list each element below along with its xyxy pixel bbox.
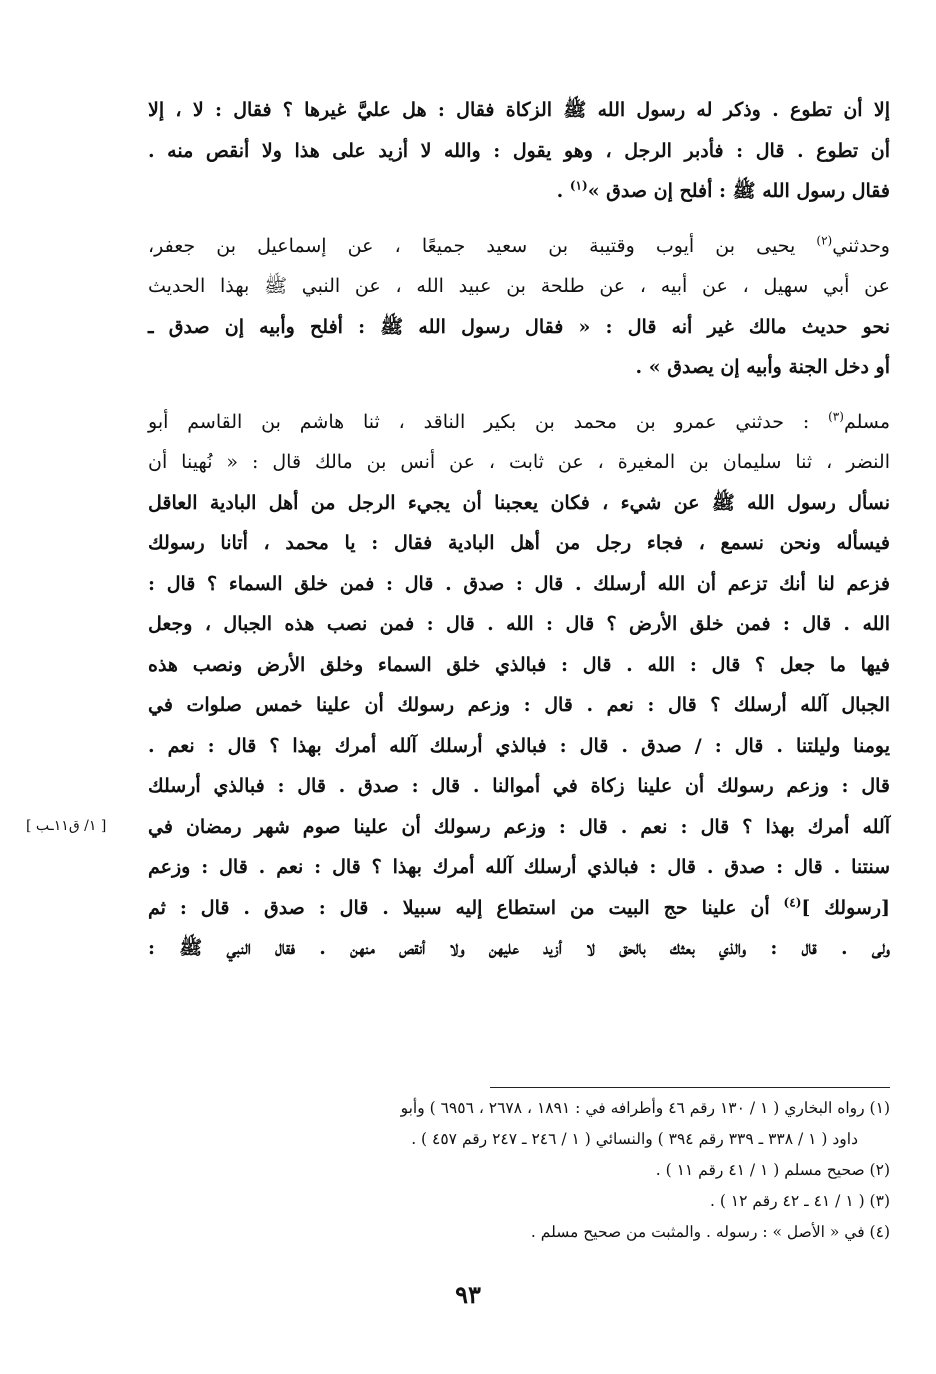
paragraph-3	[148, 402, 890, 969]
text-line: نسأل رسول الله ﷺ عن شيء ، فكان يعجبنا أن يجيء الرجل من أهل البادية العاقل	[148, 491, 890, 514]
text-line: سنتنا . قال : صدق . قال : فبالذي أرسلك آلله أمرك بهذا ؟ قال : نعم . قال : وزعم	[148, 856, 890, 878]
page-number: ٩٣	[455, 1280, 481, 1309]
footnote-line: داود ( ١ / ٣٣٨ ـ ٣٣٩ رقم ٣٩٤ ) والنسائي ( ١ / ٢٤٦ ـ ٢٤٧ رقم ٤٥٧ ) .	[411, 1130, 858, 1148]
footnote-ref-4: (٤)	[783, 895, 802, 910]
manuscript-folio-note: [ ١/ ق١١ـب ]	[26, 818, 107, 834]
text-segment: .	[556, 180, 570, 202]
text-line: أو دخل الجنة وأبيه إن يصدق » .	[635, 356, 890, 378]
paragraph-2	[148, 226, 890, 388]
text-line	[148, 888, 890, 929]
text-line: ولى . قال : والذي بعثك بالحق لا أزيد عليهن ولا أنقص منهن . فقال النبي ﷺ :	[148, 937, 890, 959]
text-segment: يحيى بن أيوب وقتيبة بن سعيد جميعًا ، عن إسماعيل بن جعفر،	[148, 234, 817, 257]
main-text	[148, 90, 890, 983]
text-line: عن أبي سهيل ، عن أبيه ، عن طلحة بن عبيد الله ، عن النبي ﷺ بهذا الحديث	[148, 275, 890, 297]
text-segment: مسلم	[843, 410, 890, 433]
footnote-line: (١) رواه البخاري ( ١ / ١٣٠ رقم ٤٦ وأطرافه في : ١٨٩١ ، ٢٦٧٨ ، ٦٩٥٦ ) وأبو	[400, 1099, 890, 1117]
footnote-line: (٢) صحيح مسلم ( ١ / ٤١ رقم ١١ ) .	[655, 1161, 890, 1179]
footnote-line: (٣) ( ١ / ٤١ ـ ٤٢ رقم ١٢ ) .	[709, 1192, 890, 1210]
text-line: أن تطوع . قال : فأدبر الرجل ، وهو يقول : والله لا أزيد على هذا ولا أنقص منه .	[148, 139, 890, 162]
text-segment: : حدثني عمرو بن محمد بن بكير الناقد ، ثنا هاشم بن القاسم أبو	[148, 410, 829, 433]
text-line: قال : وزعم رسولك أن علينا زكاة في أموالنا . قال : صدق . قال : فبالذي أرسلك	[148, 775, 890, 797]
footnote-ref-3: (٣)	[828, 409, 844, 424]
text-line: آلله أمرك بهذا ؟ قال : نعم . قال : وزعم رسولك أن علينا صوم شهر رمضان في	[148, 815, 890, 838]
text-segment: أن علينا حج البيت من استطاع إليه سبيلا . قال : صدق . قال : ثم	[148, 896, 784, 919]
text-segment: [رسولك ]	[801, 896, 890, 919]
text-line: الله . قال : فمن خلق الأرض ؟ قال : الله . قال : فمن نصب هذه الجبال ، وجعل	[148, 613, 890, 635]
text-line	[148, 171, 890, 212]
text-line	[148, 402, 890, 443]
footnote-ref-1: (١)	[569, 178, 588, 193]
paragraph-1	[148, 90, 890, 212]
text-line: النضر ، ثنا سليمان بن المغيرة ، عن ثابت ، عن أنس بن مالك قال : « نُهينا أن	[148, 451, 890, 473]
text-segment: فقال رسول الله ﷺ : أفلح إن صدق »	[587, 180, 890, 202]
text-line: فيها ما جعل ؟ قال : الله . قال : فبالذي خلق السماء وخلق الأرض ونصب هذه	[148, 653, 890, 676]
text-segment: وحدثني	[832, 234, 890, 257]
footnotes	[148, 1093, 890, 1248]
text-line: فزعم لنا أنك تزعم أن الله أرسلك . قال : صدق . قال : فمن خلق السماء ؟ قال :	[148, 572, 890, 595]
footnote-line: (٤) في « الأصل » : رسوله . والمثبت من صحيح مسلم .	[530, 1223, 890, 1241]
text-line: فيسأله ونحن نسمع ، فجاء رجل من أهل البادية فقال : يا محمد ، أتانا رسولك	[148, 532, 890, 554]
text-line: نحو حديث مالك غير أنه قال : « فقال رسول الله ﷺ : أفلح وأبيه إن صدق ـ	[148, 315, 890, 338]
text-line: إلا أن تطوع . وذكر له رسول الله ﷺ الزكاة فقال : هل عليَّ غيرها ؟ فقال : لا ، إلا	[148, 99, 890, 121]
footnote-separator	[490, 1087, 890, 1088]
text-line	[148, 226, 890, 267]
footnote-ref-2: (٢)	[816, 233, 833, 248]
text-line: يومنا وليلتنا . قال : / صدق . قال : فبالذي أرسلك آلله أمرك بهذا ؟ قال : نعم .	[148, 734, 890, 757]
text-line: الجبال آلله أرسلك ؟ قال : نعم . قال : وزعم رسولك أن علينا خمس صلوات في	[148, 694, 890, 716]
